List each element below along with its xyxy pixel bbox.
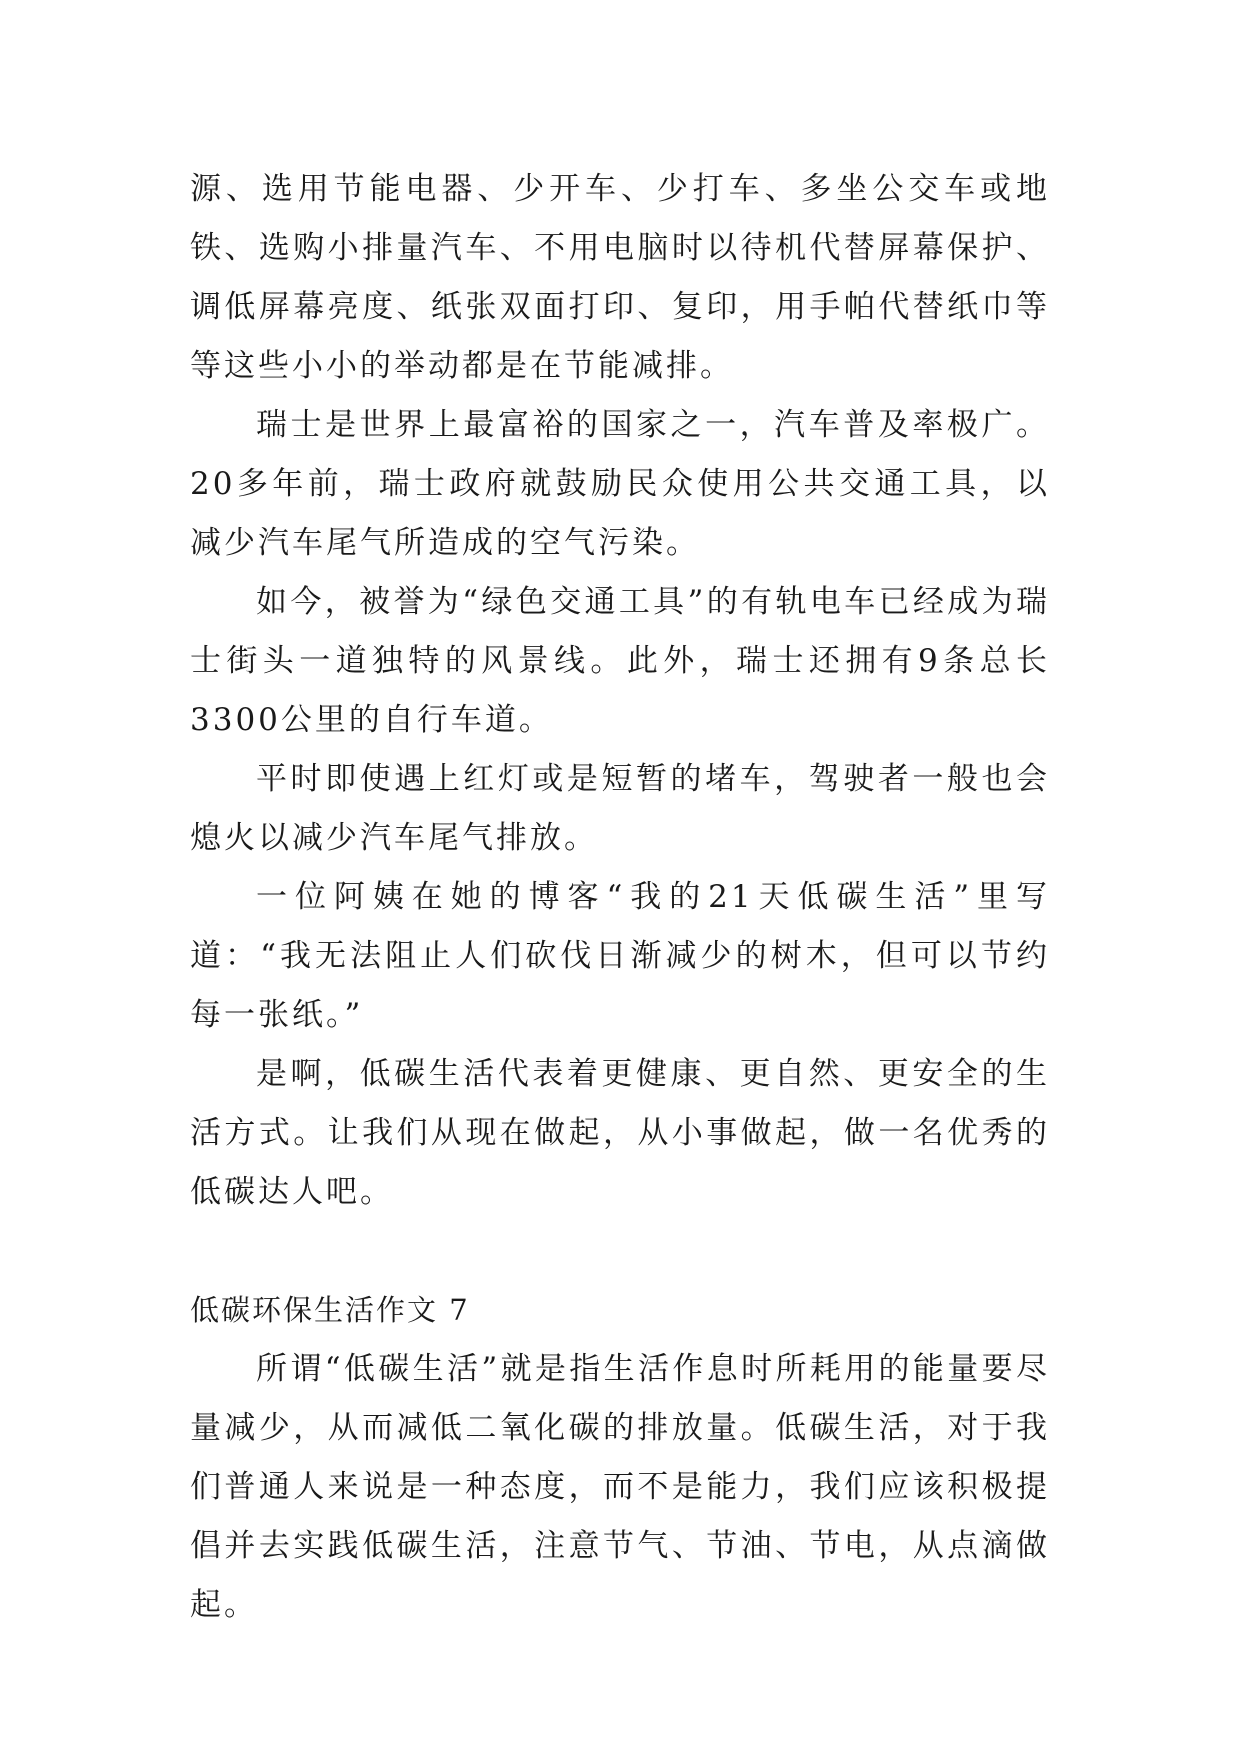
document-body xyxy=(190,160,1050,1635)
paragraph-5: 一位阿姨在她的博客“我的21天低碳生活”里写道：“我无法阻止人们砍伐日渐减少的树木，但可以节约每一张纸。” xyxy=(190,879,1050,1033)
paragraph-1: 源、选用节能电器、少开车、少打车、多坐公交车或地铁、选购小排量汽车、不用电脑时以待机代替屏幕保护、调低屏幕亮度、纸张双面打印、复印，用手帕代替纸巾等等这些小小的举动都是在节能减排。 xyxy=(190,171,1050,384)
paragraph-2: 瑞士是世界上最富裕的国家之一，汽车普及率极广。20多年前，瑞士政府就鼓励民众使用公共交通工具，以减少汽车尾气所造成的空气污染。 xyxy=(190,407,1050,561)
paragraph-6: 是啊，低碳生活代表着更健康、更自然、更安全的生活方式。让我们从现在做起，从小事做起，做一名优秀的低碳达人吧。 xyxy=(190,1056,1050,1210)
paragraph-7: 所谓“低碳生活”就是指生活作息时所耗用的能量要尽量减少，从而减低二氧化碳的排放量。低碳生活，对于我们普通人来说是一种态度，而不是能力，我们应该积极提倡并去实践低碳生活，注意节气、节油、节电，从点滴做起。 xyxy=(190,1351,1050,1623)
section-heading: 低碳环保生活作文 7 xyxy=(190,1293,470,1327)
paragraph-3: 如今，被誉为“绿色交通工具”的有轨电车已经成为瑞士街头一道独特的风景线。此外，瑞士还拥有9条总长3300公里的自行车道。 xyxy=(190,584,1050,738)
paragraph-4: 平时即使遇上红灯或是短暂的堵车，驾驶者一般也会熄火以减少汽车尾气排放。 xyxy=(190,761,1050,856)
